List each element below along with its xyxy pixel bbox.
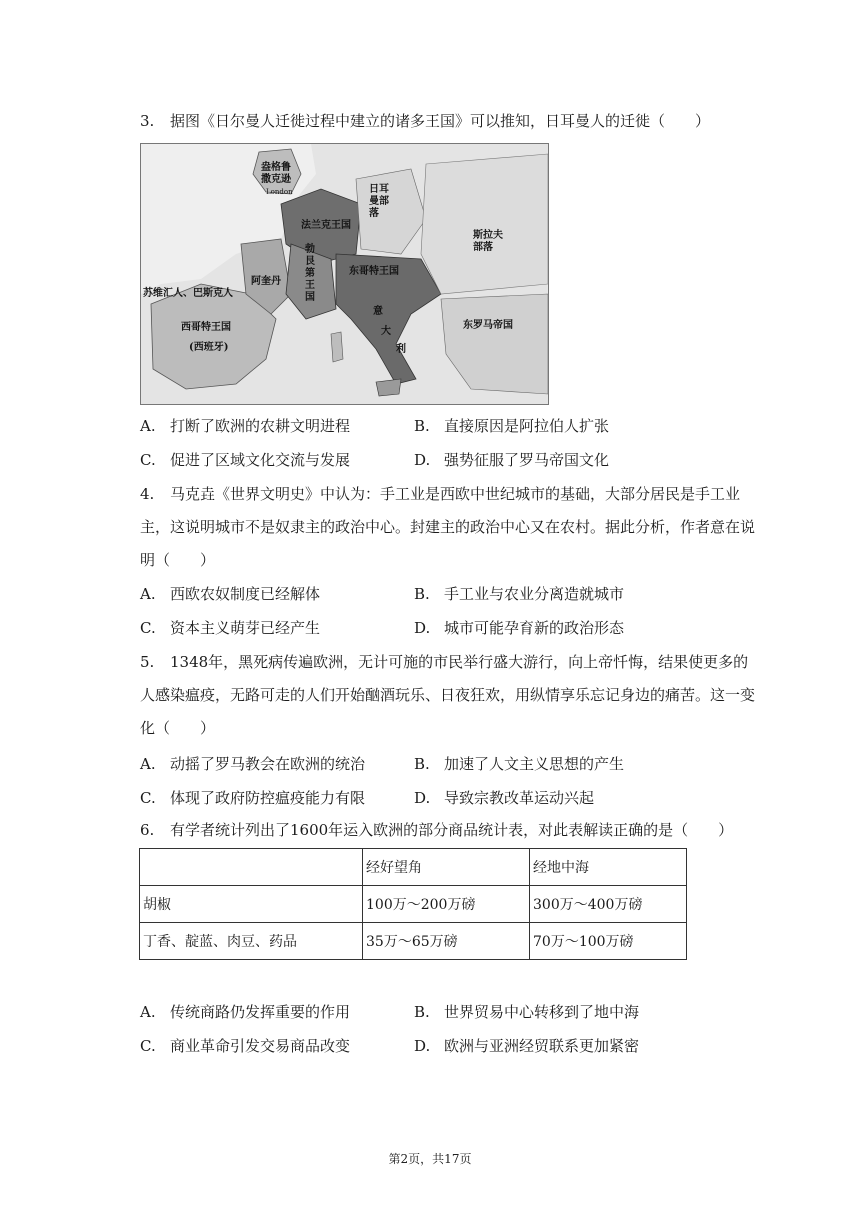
question-number: 4. bbox=[140, 485, 155, 503]
table-cell: 100万～200万磅 bbox=[363, 886, 530, 923]
q5-option-c[interactable]: C. 体现了政府防控瘟疫能力有限 bbox=[140, 789, 366, 807]
table-header-cell bbox=[140, 849, 363, 886]
label-frankish-kingdom: 法兰克王国 bbox=[301, 220, 351, 231]
q4-option-b[interactable]: B. 手工业与农业分离造就城市 bbox=[414, 585, 625, 603]
table-cell: 35万～65万磅 bbox=[363, 923, 530, 960]
table-header-cell: 经地中海 bbox=[530, 849, 687, 886]
q4-option-c[interactable]: C. 资本主义萌芽已经产生 bbox=[140, 619, 321, 637]
label-ostrogoth-kingdom: 东哥特王国 bbox=[349, 266, 399, 277]
q3-option-c[interactable]: C. 促进了区域文化交流与发展 bbox=[140, 451, 351, 469]
q3-option-a[interactable]: A. 打断了欧洲的农耕文明进程 bbox=[140, 417, 351, 435]
question-text: 1348年，黑死病传遍欧洲，无计可施的市民举行盛大游行，向上帝忏悔，结果使更多的人感染瘟疫，无路可走的人们开始酗酒玩乐、日夜狂欢，用纵情享乐忘记身边的痛苦。这一变化（ ） bbox=[140, 653, 756, 737]
question-text: 据图《日尔曼人迁徙过程中建立的诸多王国》可以推知，日耳曼人的迁徙（ ） bbox=[170, 112, 711, 130]
label-slavs: 斯拉夫部落 bbox=[473, 230, 503, 253]
question-number: 6. bbox=[140, 821, 155, 839]
label-aquitaine: 阿奎丹 bbox=[251, 276, 281, 287]
page-footer: 第2页，共17页 bbox=[388, 1152, 472, 1166]
label-london: London bbox=[266, 188, 293, 196]
label-italy-1: 意 bbox=[373, 306, 383, 317]
q5-option-b[interactable]: B. 加速了人文主义思想的产生 bbox=[414, 755, 625, 773]
label-byzantine: 东罗马帝国 bbox=[463, 320, 513, 331]
label-suebi-basques: 苏维汇人、巴斯克人 bbox=[143, 288, 233, 299]
question-number: 5. bbox=[140, 653, 155, 671]
map-graphic bbox=[141, 144, 548, 404]
label-italy-3: 利 bbox=[396, 344, 406, 355]
q3-option-d[interactable]: D. 强势征服了罗马帝国文化 bbox=[414, 451, 610, 469]
q6-option-d[interactable]: D. 欧洲与亚洲经贸联系更加紧密 bbox=[414, 1037, 640, 1055]
question-4-stem bbox=[140, 478, 760, 577]
question-text: 马克垚《世界文明史》中认为：手工业是西欧中世纪城市的基础，大部分居民是手工业主，这说明城市不是奴隶主的政治中心。封建主的政治中心又在农村。据此分析，作者意在说明（ ） bbox=[140, 485, 756, 569]
q4-option-d[interactable]: D. 城市可能孕育新的政治形态 bbox=[414, 619, 625, 637]
question-3-stem bbox=[140, 105, 760, 138]
table-header-cell: 经好望角 bbox=[363, 849, 530, 886]
q5-option-d[interactable]: D. 导致宗教改革运动兴起 bbox=[414, 789, 595, 807]
question-number: 3. bbox=[140, 112, 155, 130]
table-cell: 70万～100万磅 bbox=[530, 923, 687, 960]
table-cell: 胡椒 bbox=[140, 886, 363, 923]
q6-option-a[interactable]: A. 传统商路仍发挥重要的作用 bbox=[140, 1003, 351, 1021]
label-spain: (西班牙) bbox=[189, 342, 229, 353]
germanic-kingdoms-map bbox=[140, 143, 549, 405]
commodity-table bbox=[139, 848, 687, 960]
label-germanic-tribes: 日耳曼部落 bbox=[369, 184, 389, 219]
table-cell: 丁香、靛蓝、肉豆、药品 bbox=[140, 923, 363, 960]
q5-option-a[interactable]: A. 动摇了罗马教会在欧洲的统治 bbox=[140, 755, 366, 773]
q6-option-b[interactable]: B. 世界贸易中心转移到了地中海 bbox=[414, 1003, 640, 1021]
label-visigoth-kingdom: 西哥特王国 bbox=[181, 322, 231, 333]
label-italy-2: 大 bbox=[381, 326, 391, 337]
question-5-stem bbox=[140, 646, 760, 745]
q3-option-b[interactable]: B. 直接原因是阿拉伯人扩张 bbox=[414, 417, 610, 435]
question-6-stem bbox=[140, 814, 760, 847]
table-header-row bbox=[140, 849, 687, 886]
table-row bbox=[140, 923, 687, 960]
question-text: 有学者统计列出了1600年运入欧洲的部分商品统计表，对此表解读正确的是（ ） bbox=[170, 821, 734, 839]
q6-option-c[interactable]: C. 商业革命引发交易商品改变 bbox=[140, 1037, 351, 1055]
table-cell: 300万～400万磅 bbox=[530, 886, 687, 923]
table-row bbox=[140, 886, 687, 923]
label-burgundy: 勃艮第王国 bbox=[305, 244, 315, 303]
label-anglo-saxon: 盎格鲁撒克逊 bbox=[261, 162, 291, 185]
q4-option-a[interactable]: A. 西欧农奴制度已经解体 bbox=[140, 585, 321, 603]
